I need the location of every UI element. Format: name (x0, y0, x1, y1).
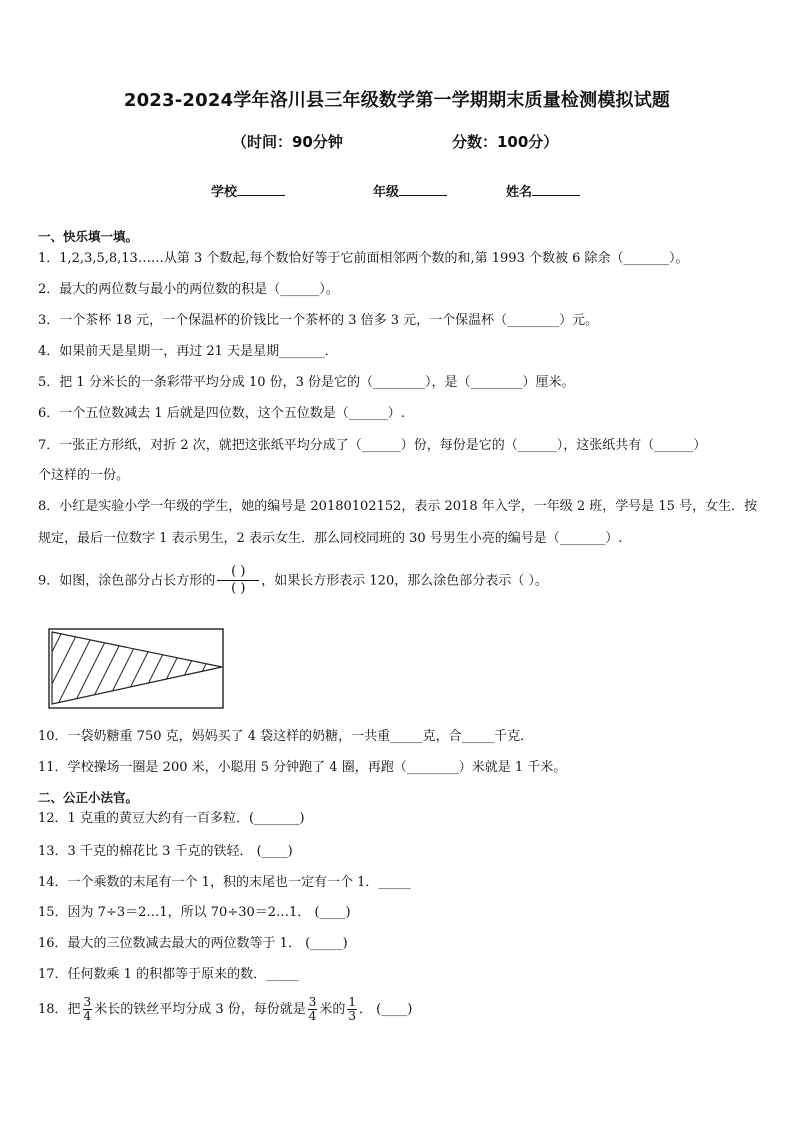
fraction-blank-numerator: ( ) (217, 564, 259, 581)
exam-title: 2023-2024学年洛川县三年级数学第一学期期末质量检测模拟试题 (123, 90, 671, 111)
section-heading-2: 二、公正小法官。 (38, 790, 139, 805)
question-1: 1．1,2,3,5,8,13……从第 3 个数起,每个数恰好等于它前面相邻两个数的和,第 1993 个数被 6 除余（_______）。 (38, 251, 689, 266)
fraction-three-quarters-1 (83, 996, 93, 1023)
question-18-text-a: 18．把 (38, 1002, 81, 1018)
name-field (506, 181, 580, 200)
question-18-text-c: 米的 (319, 1002, 346, 1018)
question-12: 12．1 克重的黄豆大约有一百多粒．(_______) (38, 811, 305, 826)
fraction-numerator: 3 (83, 995, 92, 1009)
time-info: （时间：90分钟 (232, 133, 343, 151)
section-heading-1: 一、快乐填一填。 (38, 229, 139, 244)
question-8-line-1: 8．小红是实验小学一年级的学生，她的编号是 20180102152，表示 2018 年入学，一年级 2 班，学号是 15 号，女生．按 (38, 499, 758, 514)
fraction-denominator: 4 (308, 1009, 317, 1024)
question-17: 17．任何数乘 1 的积都等于原来的数．_____ (38, 967, 299, 982)
question-7-line-1: 7．一张正方形纸，对折 2 次，就把这张纸平均分成了（______）份，每份是它的（______），这张纸共有（______） (38, 438, 707, 453)
question-10: 10．一袋奶糖重 750 克，妈妈买了 4 袋这样的奶糖，一共重_____克，合_____千克． (38, 729, 534, 744)
fraction-three-quarters-2 (308, 996, 318, 1023)
name-blank (532, 183, 580, 196)
question-3: 3．一个茶杯 18 元，一个保温杯的价钱比一个茶杯的 3 倍多 3 元，一个保温杯（________）元。 (38, 313, 599, 328)
question-18-text-b: 米长的铁丝平均分成 3 份，每份就是 (94, 1002, 306, 1018)
question-16: 16．最大的三位数减去最大的两位数等于 1． (_____) (38, 936, 348, 951)
fraction-blank (217, 564, 259, 598)
question-18 (38, 996, 760, 1023)
rectangle-outline (49, 629, 223, 708)
name-label: 姓名 (506, 185, 533, 200)
question-11: 11．学校操场一圈是 200 米，小聪用 5 分钟跑了 4 圈，再跑（________）米就是 1 千米。 (38, 760, 567, 775)
fraction-blank-denominator: ( ) (231, 581, 246, 597)
fraction-numerator: 1 (348, 995, 357, 1009)
question-18-text-d: ． (____) (359, 1002, 413, 1018)
grade-field (373, 181, 447, 200)
fraction-one-third (347, 996, 357, 1023)
school-label: 学校 (211, 185, 238, 200)
question-14: 14．一个乘数的末尾有一个 1，积的末尾也一定有一个 1．_____ (38, 875, 411, 890)
grade-label: 年级 (373, 185, 400, 200)
question-15: 15．因为 7÷3＝2…1，所以 70÷30＝2…1． (____) (38, 905, 351, 920)
fraction-numerator: 3 (308, 995, 317, 1009)
question-9 (38, 564, 760, 598)
grade-blank (399, 183, 447, 196)
score-info: 分数：100分） (452, 133, 559, 151)
question-6: 6．一个五位数减去 1 后就是四位数，这个五位数是（______）. (38, 406, 405, 421)
rectangle-diagram (48, 628, 226, 710)
fraction-denominator: 3 (348, 1009, 357, 1024)
question-8-line-2: 规定，最后一位数字 1 表示男生，2 表示女生．那么同校同班的 30 号男生小亮的编号是（_______）. (38, 531, 623, 546)
question-2: 2．最大的两位数与最小的两位数的积是（______）。 (38, 282, 339, 297)
question-9-text-pre: 9．如图，涂色部分占长方形的 (38, 573, 216, 589)
question-7-line-2: 个这样的一份。 (38, 468, 130, 483)
school-field (211, 181, 285, 200)
question-5: 5．把 1 分米长的一条彩带平均分成 10 份，3 份是它的（________），是（________）厘米。 (38, 375, 575, 390)
question-9-text-post: ，如果长方形表示 120，那么涂色部分表示（ ）。 (261, 573, 548, 589)
fraction-denominator: 4 (83, 1009, 92, 1024)
question-4: 4．如果前天是星期一，再过 21 天是星期_______． (38, 344, 338, 359)
school-blank (237, 183, 285, 196)
shaded-rectangle-figure (48, 628, 226, 714)
question-13: 13．3 千克的棉花比 3 千克的铁轻． (____) (38, 844, 293, 859)
